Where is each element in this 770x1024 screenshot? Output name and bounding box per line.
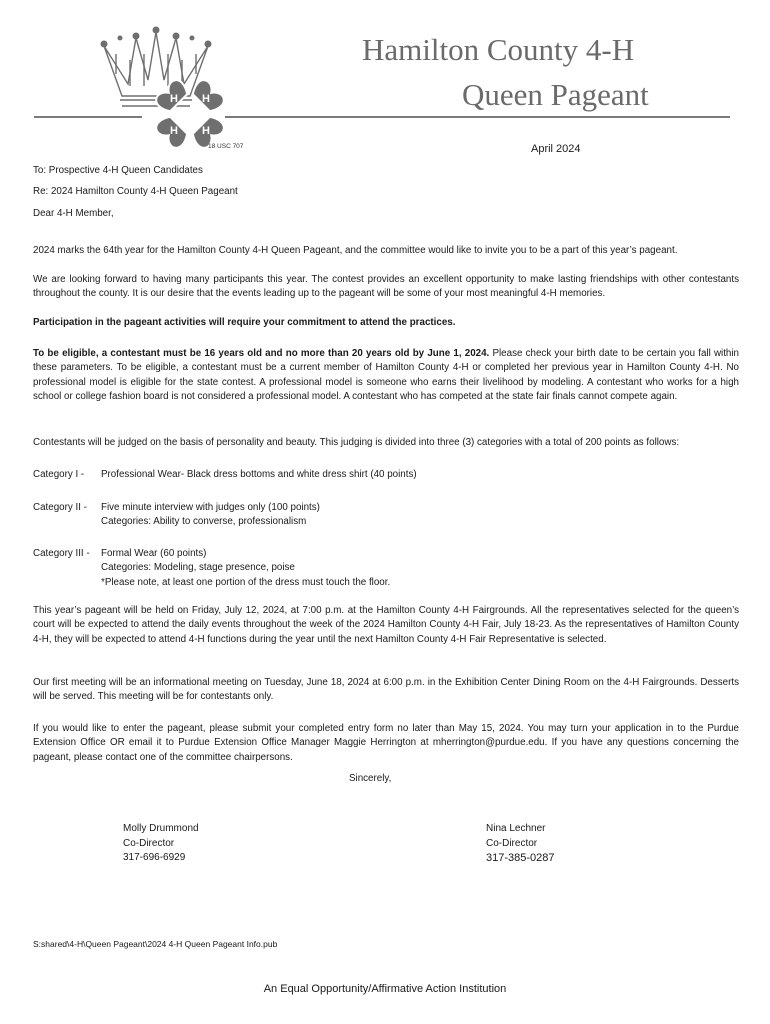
category-line: Categories: Ability to converse, professionalism: [101, 516, 307, 528]
clover-h-3: H: [170, 125, 178, 137]
crown-clover-logo: [86, 24, 246, 152]
to-line: To: Prospective 4-H Queen Candidates: [33, 165, 203, 176]
category-line: Categories: Modeling, stage presence, poise: [101, 562, 295, 574]
paragraph-first-meeting: Our first meeting will be an informational meeting on Tuesday, June 18, 2024 at 6:00 p.m. in the Exhibition Center Dining Room on the 4-H Fairgrounds. Desserts will be served. This meeting will be for contestants only.: [33, 677, 739, 703]
paragraph-judging: Contestants will be judged on the basis of personality and beauty. This judging is divided into three (3) categories with a total of 200 points as follows:: [33, 437, 680, 448]
paragraph-eligibility: [33, 347, 739, 405]
paragraph-commitment: [33, 316, 739, 330]
header-rule-left: [34, 116, 142, 118]
clover-h-2: H: [202, 93, 210, 105]
category-line: Five minute interview with judges only (100 points): [101, 502, 320, 513]
signer-phone: 317-696-6929: [123, 852, 186, 864]
category-1: [33, 468, 733, 484]
clover-h-1: H: [170, 93, 178, 105]
commitment-bold: Participation in the pageant activities will require your commitment to attend the practices.: [33, 317, 456, 328]
signer-phone: 317-385-0287: [486, 852, 555, 865]
signature-block: [486, 822, 555, 866]
re-line: Re: 2024 Hamilton County 4-H Queen Pageant: [33, 186, 238, 197]
signer-name: Nina Lechner: [486, 823, 546, 834]
category-label: Category III -: [33, 548, 90, 559]
letter-date: April 2024: [531, 143, 581, 155]
category-2: [33, 501, 733, 531]
category-line: Formal Wear (60 points): [101, 548, 207, 559]
trademark-notice: 18 USC 707: [208, 143, 244, 150]
eligibility-bold: To be eligible, a contestant must be 16 years old and no more than 20 years old by June 1, 2024.: [33, 348, 490, 359]
signer-title: Co-Director: [123, 837, 175, 849]
signer-name: Molly Drummond: [123, 823, 199, 834]
salutation: Dear 4-H Member,: [33, 208, 114, 219]
paragraph-entry: If you would like to enter the pageant, please submit your completed entry form no later than May 15, 2024. You may turn your application in to the Purdue Extension Office OR email it to Purdue Extension Office Manager Maggie Herrington at mherrington@purdue.edu. If you have any questions concerning the pageant, please contact one of the committee chairpersons.: [33, 723, 739, 763]
closing: Sincerely,: [349, 773, 392, 784]
page-title-line1: Hamilton County 4-H: [362, 32, 635, 67]
category-line: Professional Wear- Black dress bottoms and white dress shirt (40 points): [101, 469, 417, 480]
page-title-line2: Queen Pageant: [462, 77, 649, 112]
signer-title: Co-Director: [486, 837, 538, 849]
category-3: [33, 547, 733, 591]
clover-h-4: H: [202, 125, 210, 137]
paragraph-participants: We are looking forward to having many participants this year. The contest provides an excellent opportunity to make lasting friendships with other contestants throughout the county. It is our desire that the events leading up to the pageant will be some of your most meaningful 4-H memories.: [33, 274, 739, 300]
category-label: Category II -: [33, 502, 87, 513]
signature-block: [123, 822, 199, 866]
four-h-clover-icon: [153, 77, 227, 151]
category-line: *Please note, at least one portion of the dress must touch the floor.: [101, 576, 391, 588]
equal-opportunity-statement: An Equal Opportunity/Affirmative Action Institution: [263, 983, 507, 995]
file-path: S:shared\4-H\Queen Pageant\2024 4-H Queen Pageant Info.pub: [33, 939, 278, 949]
paragraph-intro: 2024 marks the 64th year for the Hamilton County 4-H Queen Pageant, and the committee would like to invite you to be a part of this year’s pageant.: [33, 245, 678, 256]
category-label: Category I -: [33, 469, 85, 480]
paragraph-pageant-date: This year’s pageant will be held on Friday, July 12, 2024, at 7:00 p.m. at the Hamilton County 4-H Fairgrounds. All the representatives selected for the queen’s court will be expected to attend the daily events throughout the week of the 2024 Hamilton County 4-H Fair, July 18-23. As the representatives of Hamilton County 4-H, they will be expected to attend 4-H functions during the year until the next Hamilton County 4-H Fair Representative is selected.: [33, 605, 739, 645]
header-rule-right: [225, 116, 730, 118]
eligibility-text: Please check your birth date to be certain you fall within these parameters. To be eligible, a contestant must be a current member of Hamilton County 4-H or completed her previous year in Hamilton County 4-H. No professional model is eligible for the state contest. A professional model is someone who earns their livelihood by modeling. A contestant who works for a high school or college fashion board is not considered a professional model. A contestant who has competed at the state fair finals cannot compete again.: [33, 348, 739, 403]
